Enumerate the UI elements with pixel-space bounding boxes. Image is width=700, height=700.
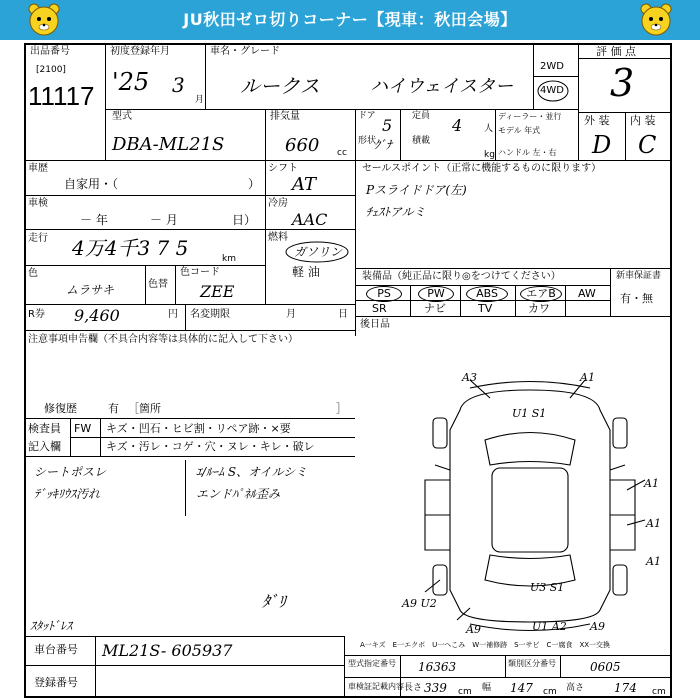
type-designation-value: 16363 <box>418 660 457 674</box>
damage-mark: U1 A2 <box>532 620 567 633</box>
bear-mascot-icon <box>638 2 674 38</box>
doors-label: ドア <box>358 111 376 121</box>
name-change-label: 名変期限 <box>190 309 230 320</box>
history-value: 自家用・（ <box>64 177 119 191</box>
equip-tv: TV <box>478 302 493 315</box>
handle-label: ハンドル 左・右 <box>498 148 557 157</box>
height-label: 高さ <box>566 683 585 693</box>
notes-divider <box>185 460 186 516</box>
length-unit: cm <box>458 687 472 697</box>
name-change-day: 日 <box>338 309 348 320</box>
damage-mark: A3 <box>462 371 477 384</box>
class-number-value: 0605 <box>590 660 621 674</box>
inspector-row-1: キズ・凹石・ヒビ割・リペア跡・×要 <box>106 422 291 435</box>
equip-abs: ABS <box>466 286 508 302</box>
load-label: 積載 <box>412 136 431 146</box>
displacement-unit: cc <box>337 148 347 158</box>
inspector-label: 検査員 <box>28 422 61 435</box>
warranty-value: 有・無 <box>620 292 653 305</box>
sales-points-label: セールスポイント（正常に機能するものに限ります） <box>362 163 602 174</box>
drive-2wd: 2WD <box>540 61 564 72</box>
first-reg-month-unit: 月 <box>195 95 205 105</box>
inspector-note-5: ｽﾀｯﾄﾞﾚｽ <box>30 619 73 633</box>
dimensions-label: 車検証記載内容 <box>348 682 404 691</box>
exterior-value: D <box>592 131 612 159</box>
inspector-note-4: エンドﾊﾟﾈﾙ歪み <box>196 487 281 501</box>
mileage-unit: km <box>222 254 236 264</box>
equip-pw: PW <box>418 286 454 302</box>
name-change-month: 月 <box>286 309 296 320</box>
fuel-label: 燃料 <box>268 232 288 243</box>
mileage-label: 走行 <box>28 233 48 244</box>
notes-label: 注意事項申告欄（不具合内容等は具体的に記入して下さい） <box>28 334 298 345</box>
damage-mark: U1 S1 <box>512 407 547 420</box>
doors-value: 5 <box>382 116 393 135</box>
color-value: ムラサキ <box>66 283 115 297</box>
length-value: 339 <box>424 681 447 695</box>
repair-history-label: 修復歴 <box>44 402 77 415</box>
type-designation-label: 型式指定番号 <box>348 659 396 668</box>
inspector-note-2: ﾃﾞｯｷﾘｳｽ汚れ <box>34 487 101 501</box>
name-label: 車名・グレード <box>210 46 280 57</box>
equip-aw: AW <box>578 287 596 300</box>
color-code-label: 色コード <box>180 267 220 278</box>
repair-close: ］ <box>336 402 347 415</box>
dealer-label: ディーラー・並行 <box>498 112 562 121</box>
inspector-label-2: 記入欄 <box>28 440 61 453</box>
damage-mark: A1 <box>644 477 659 490</box>
inspection-year: － 年 <box>80 213 108 227</box>
lot-label: 出品番号 <box>30 46 70 57</box>
model-year-label: モデル 年式 <box>498 126 541 135</box>
shape-label: 形状 <box>358 136 377 146</box>
grade-score-label: 評 価 点 <box>596 45 636 58</box>
length-label: 長さ <box>404 683 423 693</box>
displacement-label: 排気量 <box>270 111 300 122</box>
inspector-note-1: シートポスレ <box>34 465 107 479</box>
sales-point-1: Pスライドドア(左) <box>366 183 467 197</box>
damage-legend: A一キズ E一エクボ U一へこみ W一補修跡 S一サビ C一腐食 XX一交換 <box>360 641 611 649</box>
after-items-label: 後日品 <box>360 319 390 330</box>
damage-mark: ﾀﾞﾘ <box>262 592 287 611</box>
damage-mark: A9 U2 <box>402 597 437 610</box>
equip-ps: PS <box>366 286 402 302</box>
grade-score-value: 3 <box>610 61 635 105</box>
damage-mark: A1 <box>646 517 661 530</box>
recycle-label: R券 <box>28 309 45 320</box>
aircon-value: AAC <box>292 210 328 229</box>
lot-number: 11117 <box>28 81 95 111</box>
equip-sr: SR <box>372 302 387 315</box>
color-change-label: 色替 <box>148 279 168 290</box>
sales-point-2: ﾁｪｽﾄアルミ <box>366 205 426 219</box>
height-unit: cm <box>652 687 666 697</box>
recycle-unit: 円 <box>168 309 178 320</box>
inspector-note-3: ｴ/ﾙｰﾑ S、オイルシミ <box>196 465 308 479</box>
chassis-value: ML21S- 605937 <box>102 641 233 660</box>
damage-mark: A1 <box>646 555 661 568</box>
fuel-diesel: 軽 油 <box>292 265 320 279</box>
inspection-day: 日） <box>232 213 257 227</box>
registration-label: 登録番号 <box>34 676 78 689</box>
recycle-value: 9,460 <box>74 306 120 325</box>
load-unit: kg <box>484 150 495 160</box>
inspector-row-2: キズ・汚レ・コゲ・穴・ヌレ・キレ・破レ <box>106 440 315 453</box>
seats-label: 定員 <box>412 111 431 121</box>
type-label: 型式 <box>112 111 132 122</box>
mileage-value: 4万4千3 7 5 <box>72 236 189 260</box>
shift-value: AT <box>292 174 317 195</box>
chassis-label: 車台番号 <box>34 643 78 656</box>
inspection-month: － 月 <box>150 213 178 227</box>
height-value: 174 <box>614 681 637 695</box>
history-close: ） <box>248 177 261 191</box>
equipment-label: 装備品（純正品に限り◎をつけてください） <box>362 271 561 282</box>
inspection-label: 車検 <box>28 198 48 209</box>
type-value: DBA-ML21S <box>112 134 225 155</box>
first-reg-label: 初度登録年月 <box>110 46 170 57</box>
repair-ari: 有 <box>108 402 119 415</box>
equip-leather: カワ <box>528 302 550 315</box>
width-label: 幅 <box>482 683 492 693</box>
fw-label: FW <box>74 422 92 435</box>
repair-place: ［箇所 <box>128 402 161 415</box>
equip-navi: ナビ <box>424 302 446 315</box>
seats-value: 4 <box>452 116 463 135</box>
fuel-circle-mark <box>284 240 350 264</box>
width-unit: cm <box>543 687 557 697</box>
exterior-label: 外 装 <box>584 114 610 127</box>
color-label: 色 <box>28 268 38 279</box>
class-number-label: 類別区分番号 <box>508 659 556 668</box>
grade-name: ハイウェイスター <box>370 76 514 97</box>
aircon-label: 冷房 <box>268 198 288 209</box>
drive-4wd: 4WD <box>540 85 564 96</box>
seats-unit: 人 <box>484 124 494 134</box>
warranty-label: 新車保証書 <box>616 271 662 281</box>
shift-label: シフト <box>268 163 298 174</box>
fuel-gasoline: ガソリン <box>294 245 343 259</box>
interior-label: 内 装 <box>630 114 656 127</box>
lot-sub: [2100] <box>36 65 66 75</box>
history-label: 車歴 <box>28 163 48 174</box>
width-value: 147 <box>510 681 533 695</box>
damage-mark: A9 <box>466 623 481 636</box>
page-title: JU秋田ゼロ切りコーナー【現車：秋田会場】 <box>183 10 517 29</box>
first-reg-era: '25 <box>112 68 150 96</box>
first-reg-month: 3 <box>172 73 185 97</box>
equip-airbag: エアB <box>520 286 562 302</box>
damage-mark: U3 S1 <box>530 581 565 594</box>
shape-value: ｸﾞﾅ <box>374 138 393 152</box>
model-name: ルークス <box>240 74 320 98</box>
bear-mascot-icon <box>26 2 62 38</box>
drive-circle-mark <box>536 79 570 103</box>
displacement-value: 660 <box>285 135 320 156</box>
damage-mark: A1 <box>580 371 595 384</box>
damage-mark: A9 <box>590 620 605 633</box>
interior-value: C <box>638 131 657 159</box>
color-code-value: ZEE <box>200 282 235 301</box>
